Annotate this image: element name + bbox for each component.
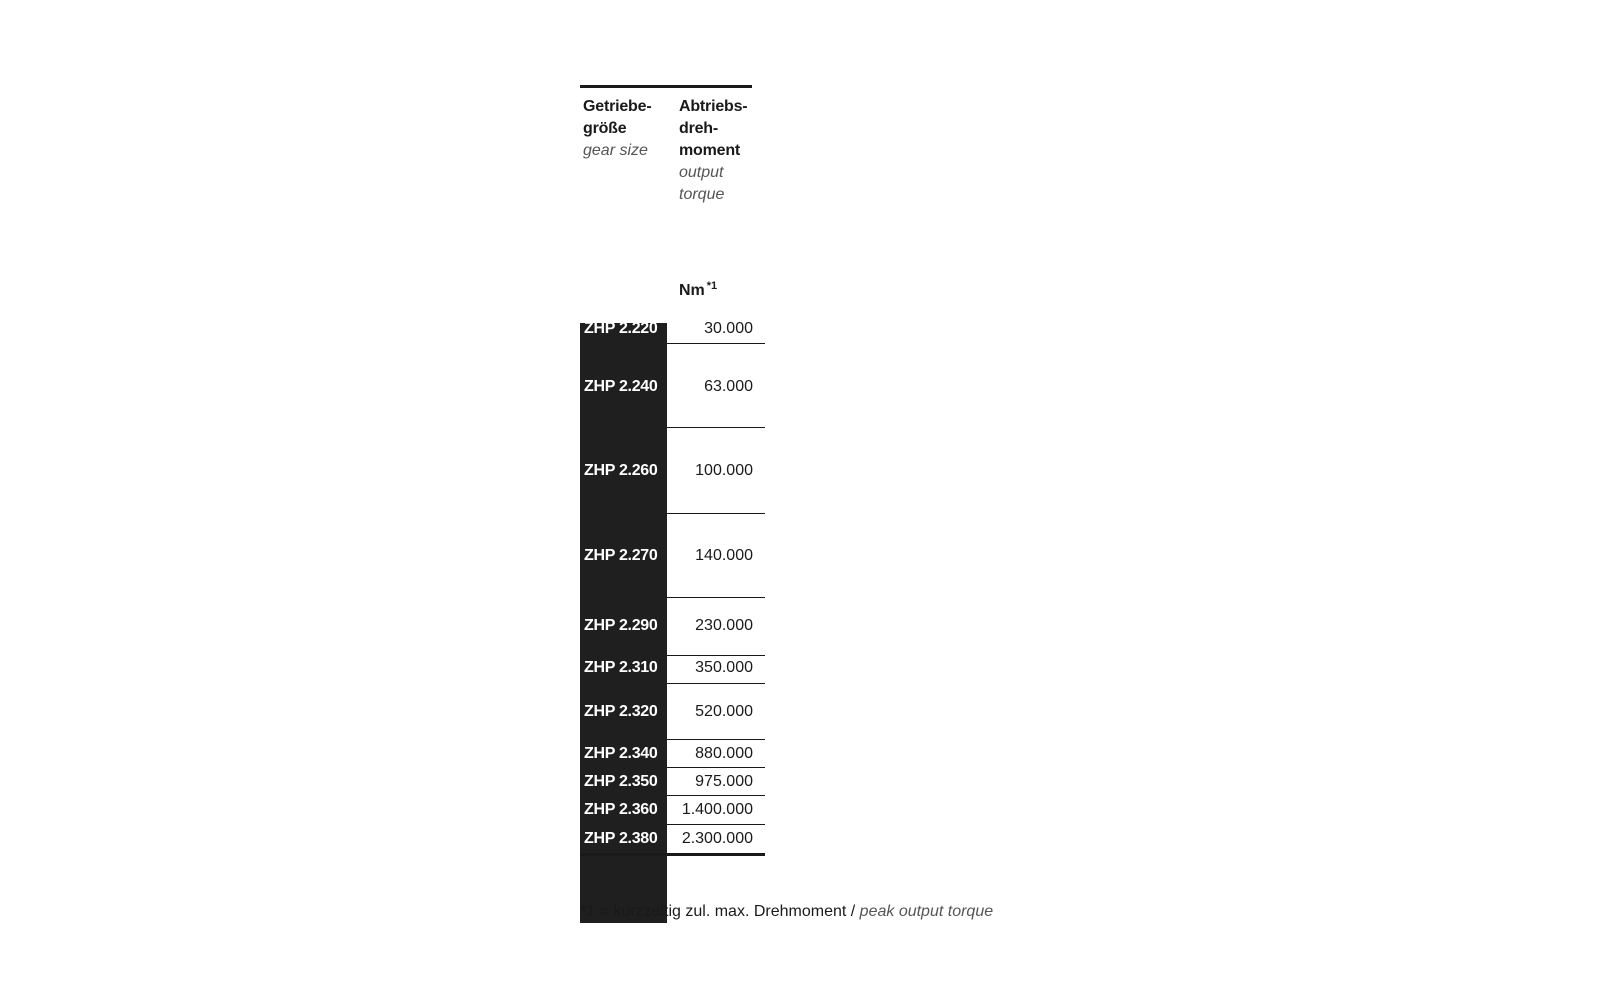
header-gear-size-de: Getriebe- größe — [583, 98, 652, 137]
output-torque-cell: 140.000 — [695, 547, 753, 564]
header-output-torque-en: output torque — [679, 164, 725, 203]
gear-size-cell: ZHP 2.340 — [584, 745, 658, 762]
gear-size-cell: ZHP 2.260 — [584, 462, 658, 479]
gear-size-cell: ZHP 2.350 — [584, 773, 658, 790]
output-torque-cell: 1.400.000 — [681, 801, 753, 818]
row-divider — [667, 597, 765, 598]
row-divider — [667, 683, 765, 684]
output-torque-cell: 63.000 — [704, 378, 753, 395]
table-bottom-rule — [580, 853, 765, 856]
row-divider — [667, 655, 765, 656]
footnote-separator: / — [846, 903, 860, 920]
row-divider — [667, 427, 765, 428]
gear-size-cell: ZHP 2.360 — [584, 801, 658, 818]
header-gear-size — [583, 96, 675, 162]
row-divider — [667, 739, 765, 740]
gear-size-cell: ZHP 2.220 — [584, 320, 658, 337]
output-torque-cell: 975.000 — [695, 773, 753, 790]
footnote-en: peak output torque — [859, 903, 994, 920]
output-torque-cell: 880.000 — [695, 745, 753, 762]
output-torque-cell: 520.000 — [695, 703, 753, 720]
unit-text: Nm — [679, 282, 705, 299]
gear-size-cell: ZHP 2.380 — [584, 830, 658, 847]
table-top-rule — [580, 85, 752, 88]
output-torque-cell: 230.000 — [695, 617, 753, 634]
gear-size-cell: ZHP 2.270 — [584, 547, 658, 564]
footnote — [580, 903, 993, 921]
row-divider — [667, 513, 765, 514]
output-torque-cell: 350.000 — [695, 659, 753, 676]
output-torque-cell: 30.000 — [704, 320, 753, 337]
row-divider — [667, 343, 765, 344]
gear-size-cell: ZHP 2.290 — [584, 617, 658, 634]
header-output-torque-de: Abtriebs- dreh- moment — [679, 98, 748, 159]
unit-footnote-mark: *1 — [706, 280, 718, 292]
output-torque-cell: 2.300.000 — [681, 830, 753, 847]
row-divider — [667, 795, 765, 796]
header-output-torque — [679, 96, 759, 206]
gear-size-cell: ZHP 2.240 — [584, 378, 658, 395]
unit-label — [679, 282, 717, 300]
gear-size-cell: ZHP 2.310 — [584, 659, 658, 676]
gear-size-cell: ZHP 2.320 — [584, 703, 658, 720]
header-gear-size-en: gear size — [583, 142, 648, 159]
row-divider — [667, 767, 765, 768]
output-torque-cell: 100.000 — [695, 462, 753, 479]
footnote-de: *1 = kurzzeitig zul. max. Drehmoment — [580, 903, 847, 920]
row-divider — [667, 824, 765, 825]
